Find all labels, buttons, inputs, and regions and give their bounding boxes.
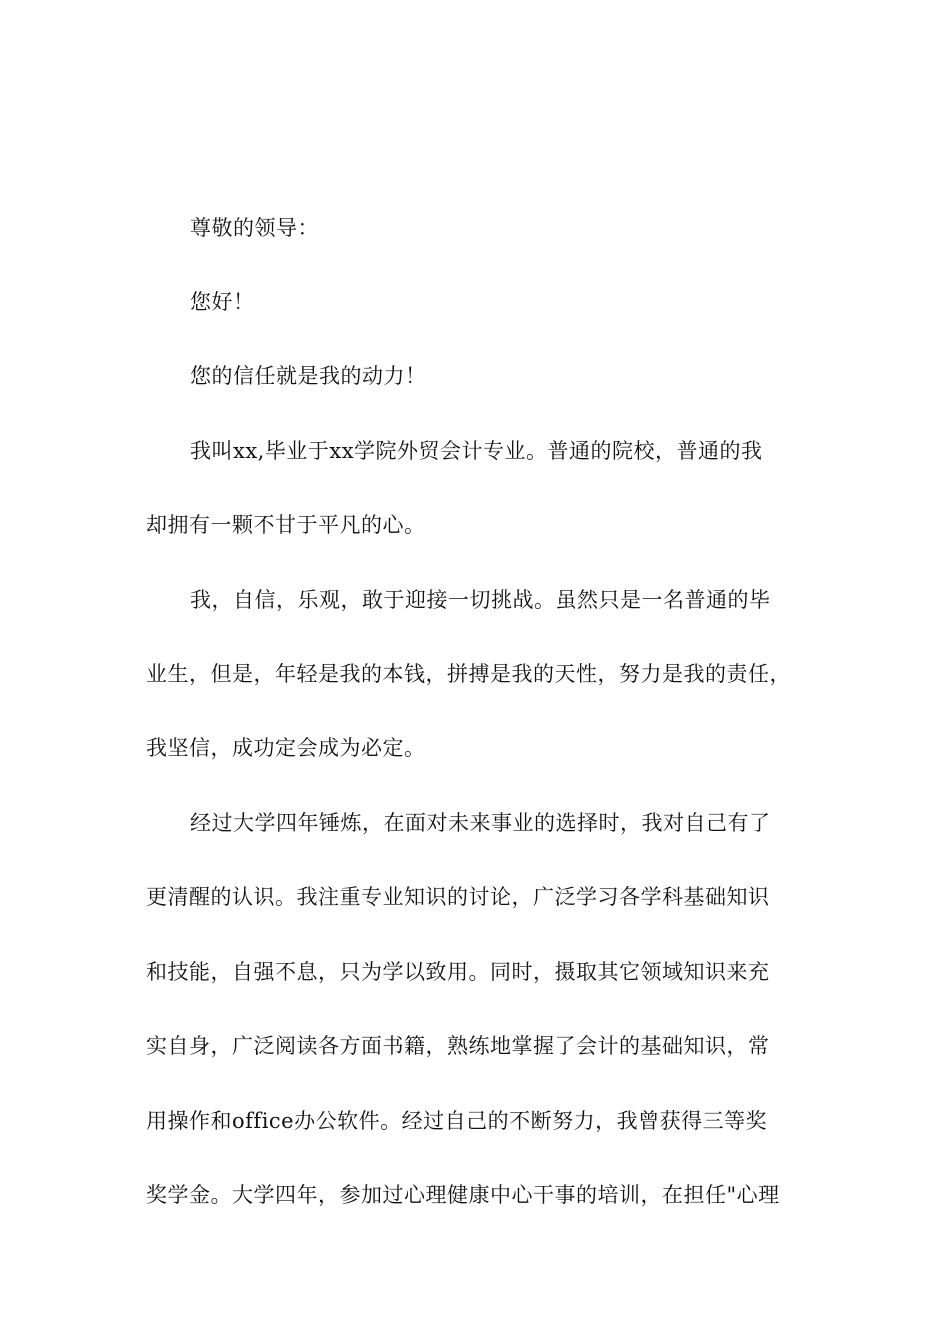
paragraph-line: 用操作和office办公软件。经过自己的不断努力，我曾获得三等奖 [146, 1109, 768, 1133]
paragraph-line: 实自身，广泛阅读各方面书籍，熟练地掌握了会计的基础知识，常 [146, 1034, 770, 1058]
paragraph-line: 我叫xx,毕业于xx学院外贸会计专业。普通的院校，普通的我 [190, 439, 763, 463]
paragraph-line: 奖学金。大学四年，参加过心理健康中心干事的培训，在担任"心理 [146, 1183, 780, 1207]
paragraph-line: 我，自信，乐观，敢于迎接一切挑战。虽然只是一名普通的毕 [190, 588, 771, 612]
paragraph-line: 您的信任就是我的动力！ [190, 364, 427, 388]
paragraph-line: 我坚信，成功定会成为必定。 [146, 736, 426, 760]
paragraph-line: 却拥有一颗不甘于平凡的心。 [146, 513, 426, 537]
paragraph-line: 和技能，自强不息，只为学以致用。同时，摄取其它领域知识来充 [146, 960, 770, 984]
paragraph-line: 更清醒的认识。我注重专业知识的讨论，广泛学习各学科基础知识 [146, 885, 770, 909]
paragraph-line: 业生，但是，年轻是我的本钱，拼搏是我的天性，努力是我的责任， [146, 662, 791, 686]
salutation: 尊敬的领导： [190, 216, 319, 240]
paragraph-line: 经过大学四年锤炼，在面对未来事业的选择时，我对自己有了 [190, 811, 771, 835]
greeting: 您好！ [190, 290, 255, 314]
